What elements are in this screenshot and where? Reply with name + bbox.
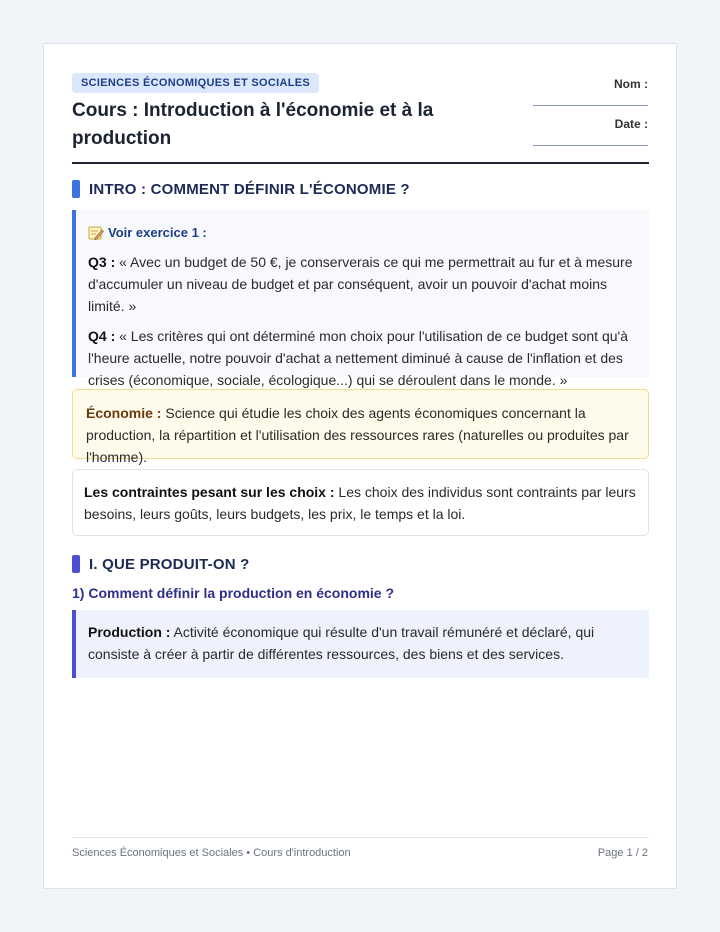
pencil-memo-icon (88, 226, 104, 240)
exercise-box (72, 210, 649, 388)
economy-term: Économie : (86, 405, 162, 421)
section1-heading (72, 555, 249, 573)
footer-divider (72, 837, 649, 838)
intro-heading (72, 180, 410, 198)
header-divider (72, 162, 649, 164)
document-title: Cours : Introduction à l'économie et à la production (72, 100, 434, 149)
constraints-term: Les contraintes pesant sur les choix : (84, 484, 335, 500)
q3-text: « Avec un budget de 50 €, je conserverais ce qui me permettrait au fur et à mesure d'accumuler un niveau de budget et par conséquent, avoir un pouvoir d'achat moins limité. » (88, 254, 633, 314)
constraints-text: Les choix des individus sont contraints par leurs besoins, leurs goûts, leurs budgets, les prix, le temps et la loi. (84, 484, 636, 522)
intro-heading-text: INTRO : COMMENT DÉFINIR L'ÉCONOMIE ? (89, 180, 410, 198)
production-term: Production : (88, 624, 171, 640)
date-label: Date : (614, 117, 648, 131)
production-definition-text: Activité économique qui résulte d'un travail rémunéré et déclaré, qui consiste à créer à partir de différentes ressources, des biens et des services. (88, 624, 595, 662)
date-field-line[interactable] (533, 145, 648, 146)
q4-label: Q4 : (88, 328, 116, 344)
name-label: Nom : (614, 77, 648, 91)
footer-page-number: Page 1 / 2 (597, 847, 648, 859)
constraints-box (72, 469, 649, 536)
intro-heading-marker (72, 180, 80, 198)
section1-heading-marker (72, 555, 80, 573)
footer-course-label: Sciences Économiques et Sociales • Cours d'introduction (72, 847, 351, 859)
q3-paragraph (88, 251, 637, 317)
economy-definition-text: Science qui étudie les choix des agents économiques concernant la production, la répartition et l'utilisation des ressources rares (naturelles ou produites par l'homme). (86, 405, 629, 465)
q3-label: Q3 : (88, 254, 116, 270)
q4-paragraph (88, 325, 637, 391)
exercise-title-text: Voir exercice 1 : (108, 225, 207, 240)
section1-subheading: 1) Comment définir la production en économie ? (72, 585, 395, 601)
production-definition-box (72, 610, 649, 678)
economy-definition-box (72, 389, 649, 465)
name-field-line[interactable] (533, 105, 648, 106)
section1-heading-text: I. QUE PRODUIT-ON ? (89, 555, 250, 573)
document-page (43, 43, 677, 889)
subject-badge: SCIENCES ÉCONOMIQUES ET SOCIALES (72, 73, 319, 93)
q4-text: « Les critères qui ont déterminé mon choix pour l'utilisation de ce budget sont qu'à l'heure actuelle, notre pouvoir d'achat a nettement diminué à cause de l'inflation et des crises (économique, sociale, écologique...) qui se déroulent dans le monde. » (88, 328, 628, 388)
exercise-title (88, 222, 637, 244)
